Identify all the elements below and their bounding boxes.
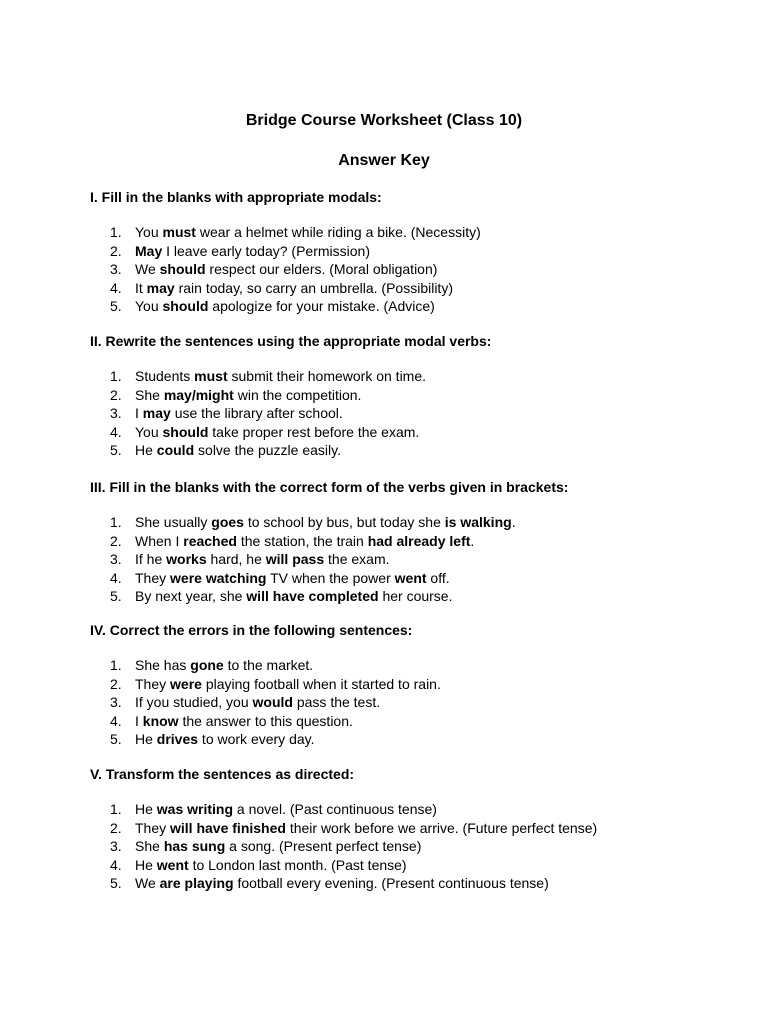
list-item bbox=[110, 223, 481, 241]
item-text: to work every day. bbox=[198, 731, 315, 748]
answer-text: was writing bbox=[156, 801, 234, 817]
item-text: We bbox=[135, 875, 160, 892]
answer-text: were bbox=[170, 675, 202, 692]
item-text: the station, the train bbox=[236, 532, 368, 549]
answer-text: had already left bbox=[367, 532, 471, 549]
list-item bbox=[110, 800, 437, 818]
item-text: a song. (Present perfect tense) bbox=[225, 838, 422, 855]
answer-text: may bbox=[142, 405, 171, 422]
section-heading: II. Rewrite the sentences using the appropriate modal verbs: bbox=[90, 333, 492, 349]
item-text: If you studied, you bbox=[135, 694, 253, 711]
item-number: 5. bbox=[110, 442, 122, 459]
list-item bbox=[110, 423, 419, 441]
list-item bbox=[110, 874, 549, 892]
list-item bbox=[110, 730, 315, 748]
item-text: to the market. bbox=[223, 657, 314, 673]
item-number: 4. bbox=[110, 279, 122, 296]
answer-text: May bbox=[135, 242, 163, 259]
item-text: She has bbox=[135, 657, 191, 673]
item-number: 4. bbox=[110, 712, 122, 729]
list-item bbox=[110, 367, 426, 385]
answer-text: may bbox=[146, 279, 175, 296]
item-text: You bbox=[135, 298, 163, 315]
list-item bbox=[110, 693, 380, 711]
item-number: 3. bbox=[110, 405, 122, 422]
answer-text: are playing bbox=[159, 875, 234, 892]
item-number: 2. bbox=[110, 386, 122, 403]
item-number: 3. bbox=[110, 261, 122, 278]
item-number: 5. bbox=[110, 298, 122, 315]
item-number: 2. bbox=[110, 532, 122, 549]
item-number: 2. bbox=[110, 242, 122, 259]
list-item bbox=[110, 260, 437, 278]
list-item bbox=[110, 656, 313, 674]
item-text: use the library after school. bbox=[170, 405, 343, 422]
item-text: I bbox=[135, 405, 143, 422]
item-text: When I bbox=[135, 532, 184, 549]
section-heading: III. Fill in the blanks with the correct form of the verbs given in brackets: bbox=[90, 479, 569, 495]
item-text: wear a helmet while riding a bike. (Necessity) bbox=[195, 224, 481, 240]
item-text: . bbox=[470, 532, 475, 549]
item-text: respect our elders. (Moral obligation) bbox=[205, 261, 438, 278]
answer-text: should bbox=[162, 298, 209, 315]
list-item bbox=[110, 386, 361, 404]
list-item bbox=[110, 532, 474, 550]
answer-text: goes bbox=[211, 514, 244, 530]
item-number: 4. bbox=[110, 569, 122, 586]
list-item bbox=[110, 837, 421, 855]
item-text: solve the puzzle easily. bbox=[194, 442, 341, 459]
item-number: 5. bbox=[110, 731, 122, 748]
list-item bbox=[110, 297, 435, 315]
list-item bbox=[110, 279, 453, 297]
item-text: They bbox=[135, 569, 171, 586]
item-number: 3. bbox=[110, 694, 122, 711]
item-number: 4. bbox=[110, 423, 122, 440]
answer-text: drives bbox=[156, 731, 199, 748]
section-heading: IV. Correct the errors in the following sentences: bbox=[90, 622, 413, 638]
answer-text: will pass bbox=[265, 551, 325, 568]
item-text: They bbox=[135, 819, 171, 836]
section-heading: I. Fill in the blanks with appropriate modals: bbox=[90, 189, 382, 205]
item-text: a novel. (Past continuous tense) bbox=[233, 801, 437, 817]
item-text: apologize for your mistake. (Advice) bbox=[208, 298, 435, 315]
item-text: off. bbox=[426, 569, 450, 586]
item-number: 2. bbox=[110, 819, 122, 836]
item-text: You bbox=[135, 423, 163, 440]
item-text: By next year, she bbox=[135, 588, 247, 605]
list-item bbox=[110, 404, 343, 422]
item-text: rain today, so carry an umbrella. (Possibility) bbox=[174, 279, 453, 296]
item-text: . bbox=[511, 514, 516, 530]
item-text: He bbox=[135, 442, 157, 459]
item-number: 1. bbox=[110, 514, 122, 530]
item-text: the exam. bbox=[324, 551, 390, 568]
item-text: If he bbox=[135, 551, 167, 568]
answer-text: know bbox=[142, 712, 179, 729]
item-text: take proper rest before the exam. bbox=[208, 423, 420, 440]
answer-text: gone bbox=[190, 657, 224, 673]
answer-text: must bbox=[194, 368, 228, 384]
item-number: 4. bbox=[110, 856, 122, 873]
item-number: 2. bbox=[110, 675, 122, 692]
list-item bbox=[110, 441, 341, 459]
item-number: 1. bbox=[110, 224, 122, 240]
list-item bbox=[110, 819, 597, 837]
item-text: TV when the power bbox=[266, 569, 395, 586]
answer-text: went bbox=[394, 569, 427, 586]
answer-text: should bbox=[159, 261, 206, 278]
item-text: I bbox=[135, 712, 143, 729]
answer-text: reached bbox=[183, 532, 237, 549]
answer-text: should bbox=[162, 423, 209, 440]
item-text: win the competition. bbox=[233, 386, 362, 403]
item-number: 1. bbox=[110, 801, 122, 817]
answer-text: were watching bbox=[170, 569, 267, 586]
answer-text: has sung bbox=[163, 838, 226, 855]
answer-text: went bbox=[156, 856, 189, 873]
item-text: I leave early today? (Permission) bbox=[162, 242, 370, 259]
item-text: She bbox=[135, 386, 164, 403]
answer-text: may/might bbox=[163, 386, 234, 403]
item-text: It bbox=[135, 279, 147, 296]
item-text: He bbox=[135, 856, 157, 873]
answer-text: must bbox=[162, 224, 196, 240]
item-text: You bbox=[135, 224, 163, 240]
item-text: Students bbox=[135, 368, 195, 384]
item-text: submit their homework on time. bbox=[227, 368, 427, 384]
list-item bbox=[110, 242, 370, 260]
item-text: her course. bbox=[378, 588, 453, 605]
answer-text: will have finished bbox=[170, 819, 286, 836]
item-text: hard, he bbox=[206, 551, 266, 568]
item-text: the answer to this question. bbox=[178, 712, 353, 729]
list-item bbox=[110, 550, 390, 568]
page-subtitle: Answer Key bbox=[338, 152, 430, 169]
item-text: football every evening. (Present continuous tense) bbox=[233, 875, 549, 892]
item-number: 5. bbox=[110, 875, 122, 892]
section-heading: V. Transform the sentences as directed: bbox=[90, 766, 355, 782]
list-item bbox=[110, 569, 450, 587]
list-item bbox=[110, 675, 441, 693]
item-text: She usually bbox=[135, 514, 212, 530]
list-item bbox=[110, 856, 407, 874]
answer-text: could bbox=[156, 442, 195, 459]
item-text: They bbox=[135, 675, 171, 692]
list-item bbox=[110, 712, 353, 730]
item-number: 3. bbox=[110, 551, 122, 568]
item-text: We bbox=[135, 261, 160, 278]
page-title: Bridge Course Worksheet (Class 10) bbox=[245, 112, 523, 129]
item-text: their work before we arrive. (Future perfect tense) bbox=[285, 819, 598, 836]
item-text: He bbox=[135, 801, 157, 817]
answer-text: would bbox=[252, 694, 293, 711]
item-number: 3. bbox=[110, 838, 122, 855]
item-text: playing football when it started to rain. bbox=[201, 675, 441, 692]
item-text: to school by bus, but today she bbox=[243, 514, 445, 530]
item-number: 1. bbox=[110, 368, 122, 384]
answer-text: is walking bbox=[444, 514, 512, 530]
item-number: 1. bbox=[110, 657, 122, 673]
list-item bbox=[110, 513, 516, 531]
item-text: He bbox=[135, 731, 157, 748]
list-item bbox=[110, 587, 453, 605]
answer-text: works bbox=[166, 551, 207, 568]
item-text: pass the test. bbox=[292, 694, 381, 711]
item-text: to London last month. (Past tense) bbox=[188, 856, 407, 873]
answer-text: will have completed bbox=[246, 588, 379, 605]
item-number: 5. bbox=[110, 588, 122, 605]
item-text: She bbox=[135, 838, 164, 855]
